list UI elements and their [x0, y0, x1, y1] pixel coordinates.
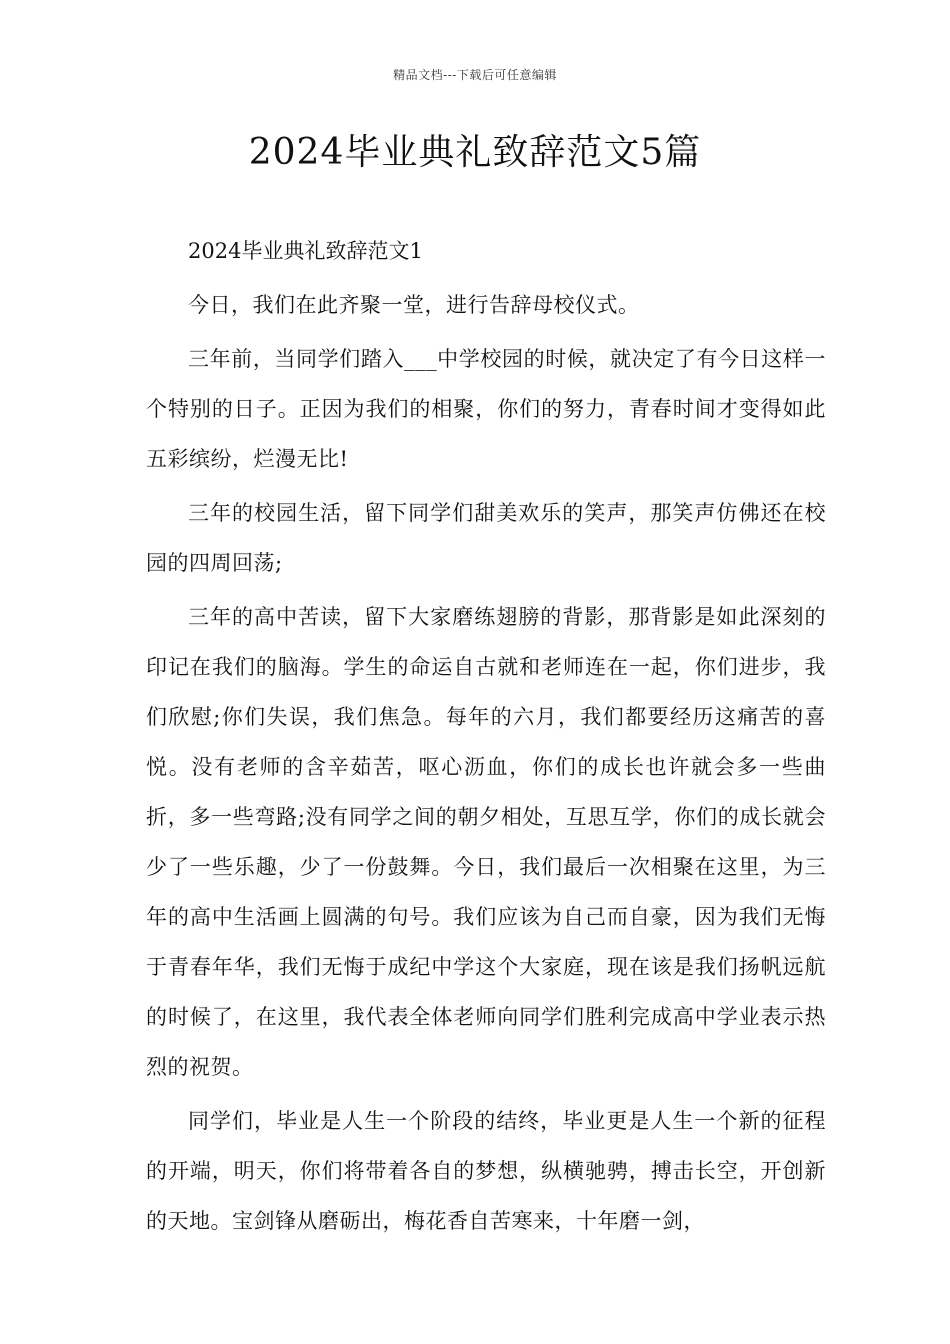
- paragraph-3: 三年的校园生活，留下同学们甜美欢乐的笑声，那笑声仿佛还在校园的四周回荡;: [146, 501, 826, 575]
- section-heading: 2024毕业典礼致辞范文1: [188, 239, 423, 263]
- document-body: [146, 226, 826, 1246]
- paragraph-1: 今日，我们在此齐聚一堂，进行告辞母校仪式。: [188, 293, 640, 317]
- header-note: 精品文档---下载后可任意编辑: [393, 68, 557, 82]
- paragraph-4: 三年的高中苦读，留下大家磨练翅膀的背影，那背影是如此深刻的印记在我们的脑海。学生的命运自古就和老师连在一起，你们进步，我们欣慰;你们失误，我们焦急。每年的六月，我们都要经历这痛苦的喜悦。没有老师的含辛茹苦，呕心沥血，你们的成长也许就会多一些曲折，多一些弯路;没有同学之间的朝夕相处，互思互学，你们的成长就会少了一些乐趣，少了一份鼓舞。今日，我们最后一次相聚在这里，为三年的高中生活画上圆满的句号。我们应该为自己而自豪，因为我们无悔于青春年华，我们无悔于成纪中学这个大家庭，现在该是我们扬帆远航的时候了，在这里，我代表全体老师向同学们胜利完成高中学业表示热烈的祝贺。: [146, 605, 826, 1079]
- paragraph-2: 三年前，当同学们踏入___中学校园的时候，就决定了有今日这样一个特别的日子。正因为我们的相聚，你们的努力，青春时间才变得如此五彩缤纷，烂漫无比!: [146, 347, 826, 471]
- document-title: 2024毕业典礼致辞范文5篇: [248, 132, 702, 173]
- paragraph-5: 同学们，毕业是人生一个阶段的结终，毕业更是人生一个新的征程的开端，明天，你们将带着各自的梦想，纵横驰骋，搏击长空，开创新的天地。宝剑锋从磨砺出，梅花香自苦寒来，十年磨一剑，: [146, 1109, 826, 1233]
